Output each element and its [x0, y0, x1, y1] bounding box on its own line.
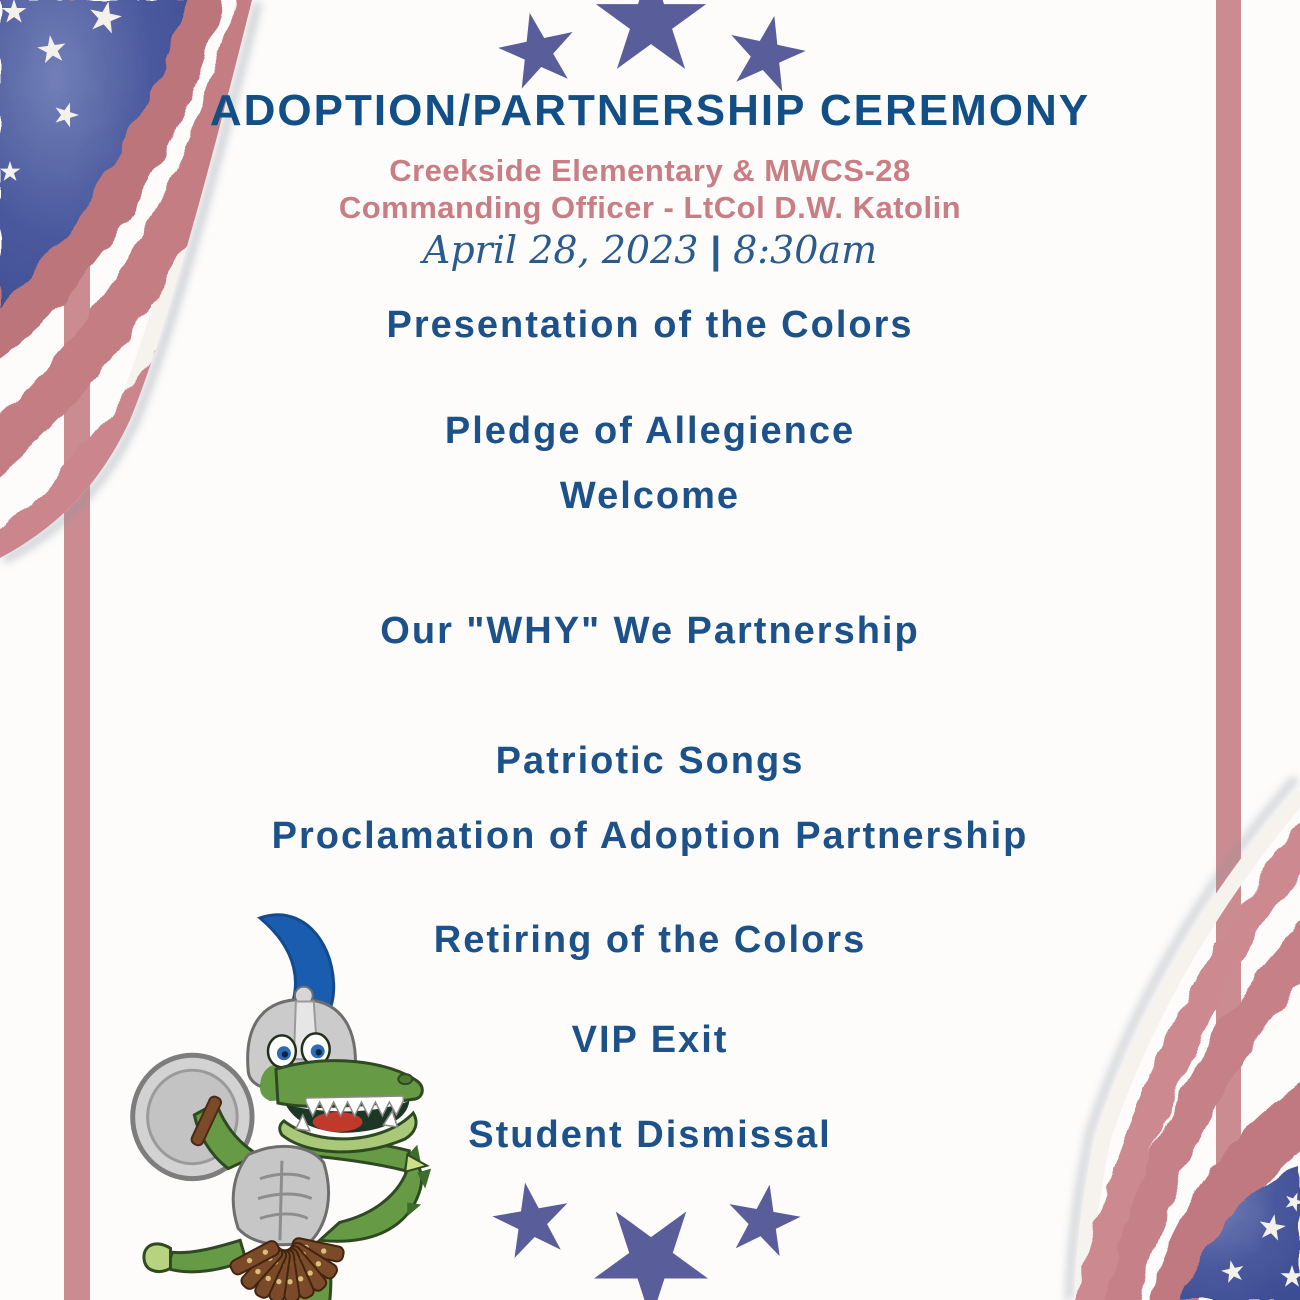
page-title: ADOPTION/PARTNERSHIP CEREMONY [209, 86, 1091, 135]
subtitle-line-school: Creekside Elementary & MWCS-28 [389, 153, 911, 188]
event-date: April 28, 2023 [422, 228, 699, 272]
program-item: Student Dismissal [468, 1114, 832, 1156]
program-item: Presentation of the Colors [386, 304, 914, 346]
star-icon [593, 0, 709, 80]
star-icon [498, 12, 578, 92]
program-item: Retiring of the Colors [433, 919, 867, 961]
star-icon [726, 15, 806, 95]
program-item: Patriotic Songs [495, 740, 805, 782]
program-item: Our "WHY" We Partnership [380, 610, 920, 652]
program-item: Proclamation of Adoption Partnership [271, 815, 1029, 857]
program-item: VIP Exit [571, 1019, 729, 1061]
subtitle [0, 152, 1300, 226]
subtitle-line-officer: Commanding Officer - LtCol D.W. Katolin [338, 190, 962, 225]
star-icon [725, 1184, 801, 1260]
star-icon [492, 1182, 572, 1262]
date-time-separator: | [710, 230, 722, 272]
alligator-knight-mascot [90, 912, 440, 1300]
program-item: Welcome [559, 475, 741, 517]
star-icon [591, 1200, 711, 1300]
event-time: 8:30am [733, 228, 878, 272]
program-item: Pledge of Allegience [444, 410, 856, 452]
date-time-line [0, 227, 1300, 274]
